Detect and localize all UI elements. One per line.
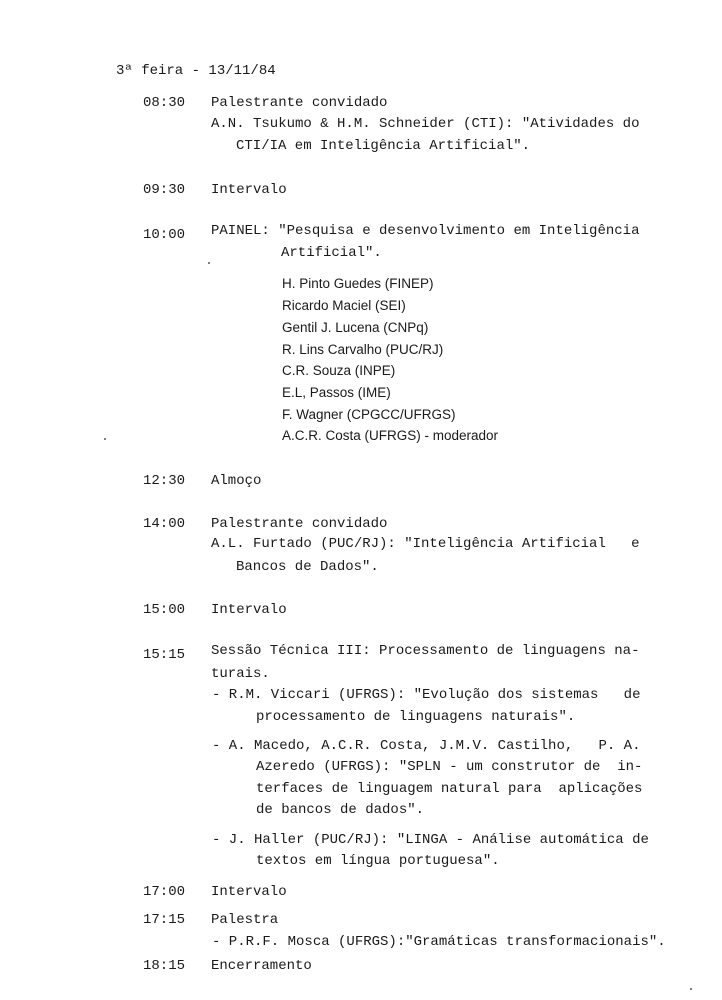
panelist: H. Pinto Guedes (FINEP)	[282, 276, 434, 291]
talk-item: - R.M. Viccari (UFRGS): "Evolução dos sistemas de	[212, 687, 641, 703]
talk-item: processamento de linguagens naturais".	[256, 709, 576, 725]
session-title-1400: Palestrante convidado	[211, 516, 388, 532]
panelist-moderator: A.C.R. Costa (UFRGS) - moderador	[282, 428, 499, 443]
time-1515: 15:15	[143, 647, 186, 663]
session-title-1230: Almoço	[211, 473, 262, 489]
time-1000: 10:00	[143, 227, 186, 243]
session-title-1500: Intervalo	[211, 602, 287, 618]
day-heading: 3ª feira - 13/11/84	[116, 63, 276, 79]
scan-speck	[690, 988, 692, 990]
talk-item: - A. Macedo, A.C.R. Costa, J.M.V. Castilho, P. A.	[212, 738, 641, 754]
session-title-1700: Intervalo	[211, 884, 287, 900]
panelist: Ricardo Maciel (SEI)	[282, 298, 406, 313]
session-title-1515: Sessão Técnica III: Processamento de linguagens na-	[211, 643, 640, 659]
scan-speck	[208, 262, 210, 264]
session-title-1515: turais.	[211, 666, 270, 682]
panelist: E.L, Passos (IME)	[282, 385, 391, 400]
session-title-1715: Palestra	[211, 912, 279, 928]
talk-item: textos em língua portuguesa".	[256, 853, 500, 869]
panelist: F. Wagner (CPGCC/UFRGS)	[282, 407, 456, 422]
session-title-1815: Encerramento	[211, 958, 312, 974]
panel-title: PAINEL: "Pesquisa e desenvolvimento em Inteligência	[211, 223, 640, 239]
time-1400: 14:00	[143, 516, 186, 532]
time-0830: 08:30	[143, 95, 186, 111]
time-1700: 17:00	[143, 884, 186, 900]
panelist: Gentil J. Lucena (CNPq)	[282, 320, 429, 335]
talk-item: de bancos de dados".	[256, 802, 425, 818]
session-text-1400: A.L. Furtado (PUC/RJ): "Inteligência Artificial e	[211, 536, 640, 552]
time-1815: 18:15	[143, 958, 186, 974]
session-text-0830: A.N. Tsukumo & H.M. Schneider (CTI): "Atividades do	[211, 116, 640, 132]
time-1230: 12:30	[143, 473, 186, 489]
panel-title: Artificial".	[281, 245, 382, 261]
time-1715: 17:15	[143, 912, 186, 928]
session-text-1400: Bancos de Dados".	[236, 559, 379, 575]
talk-item: terfaces de linguagem natural para aplicações	[256, 781, 643, 797]
time-0930: 09:30	[143, 182, 186, 198]
session-text-0830: CTI/IA em Inteligência Artificial".	[236, 138, 531, 154]
panelist: C.R. Souza (INPE)	[282, 363, 396, 378]
talk-item: Azeredo (UFRGS): "SPLN - um construtor de in-	[256, 759, 643, 775]
scan-speck	[104, 438, 106, 440]
talk-item: - P.R.F. Mosca (UFRGS):"Gramáticas transformacionais".	[212, 934, 666, 950]
panelist: R. Lins Carvalho (PUC/RJ)	[282, 342, 444, 357]
talk-item: - J. Haller (PUC/RJ): "LINGA - Análise automática de	[212, 832, 649, 848]
time-1500: 15:00	[143, 602, 186, 618]
session-title-0930: Intervalo	[211, 182, 287, 198]
session-title-0830: Palestrante convidado	[211, 95, 388, 111]
